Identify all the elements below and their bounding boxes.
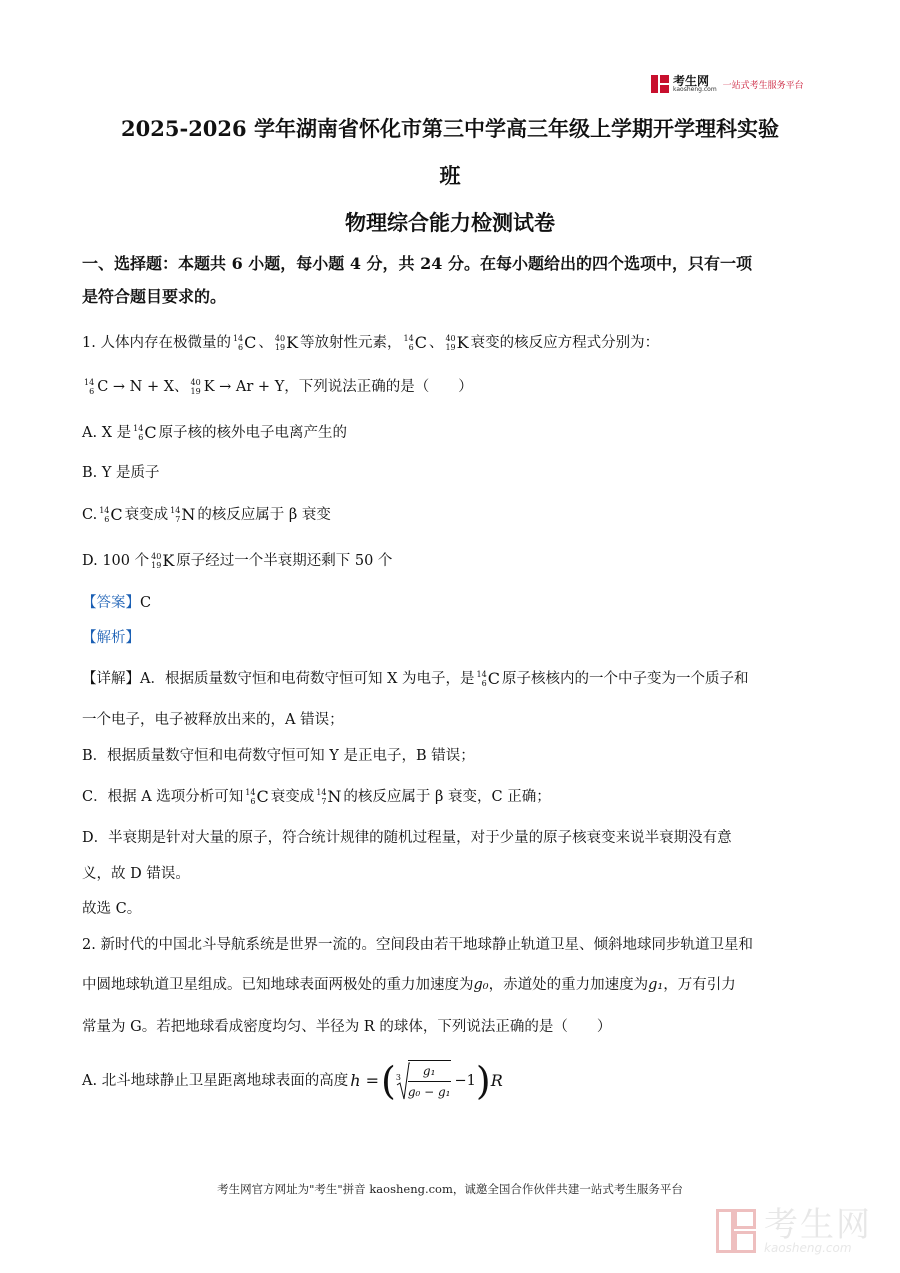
analysis-tag: 【解析】 — [82, 630, 140, 646]
detail-b: B．根据质量数守恒和电荷数守恒可知 Y 是正电子，B 错误； — [82, 748, 475, 764]
logo-name: 考生网 — [673, 74, 710, 88]
logo-mark-icon — [651, 75, 669, 93]
equation-2: K → Ar + Y — [203, 379, 285, 395]
eq2-isotope: 40 19 — [190, 378, 201, 396]
q1-option-c: C. 14 6C 衰变成 14 7N 的核反应属于 β 衰变 — [82, 505, 331, 524]
q2-line1: 2. 新时代的中国北斗导航系统是世界一流的。空间段由若干地球静止轨道卫星、倾斜地球同步轨道卫星和 — [82, 937, 753, 953]
watermark-logo — [716, 1205, 872, 1255]
q1-answer: 【答案】C — [82, 595, 152, 611]
q2-line2: 中圆地球轨道卫星组成。已知地球表面两极处的重力加速度为g₀，赤道处的重力加速度为g₁，万有引力 — [82, 977, 736, 993]
watermark-name: 考生网 — [764, 1205, 872, 1245]
conclusion: 故选 C。 — [82, 901, 142, 917]
equation-1: C → N + X — [97, 379, 175, 395]
q1-equations: 14 6 C → N + X、 40 19 K → Ar + Y，下列说法正确的是（ ） — [82, 374, 842, 400]
detail-a: 【详解】A．根据质量数守恒和电荷数守恒可知 X 为电子，是 14 6C 原子核核内的一个中子变为一个质子和 — [82, 669, 749, 688]
q1-stem: 1. 人体内存在极微量的 14 6C 、 40 19K 等放射性元素， 14 6C 、 40 19K 衰变的核反应方程式分别为： — [82, 330, 842, 356]
isotope-k40: 40 19K — [445, 333, 469, 352]
header-logo[interactable] — [651, 74, 804, 94]
watermark-mark-icon — [716, 1209, 756, 1253]
logo-slogan: 一站式考生服务平台 — [722, 80, 804, 91]
detail-d-line1: D．半衰期是针对大量的原子，符合统计规律的随机过程量，对于少量的原子核衰变来说半衰期没有意 — [82, 830, 732, 846]
q1-option-d: D. 100 个 40 19K 原子经过一个半衰期还剩下 50 个 — [82, 551, 393, 570]
doc-title-line1: 2025-2026 学年湖南省怀化市第三中学高三年级上学期开学理科实验 — [121, 116, 779, 141]
answer-tag: 【答案】 — [82, 595, 140, 611]
q2-line3: 常量为 G。若把地球看成密度均匀、半径为 R 的球体，下列说法正确的是（ ） — [82, 1019, 612, 1035]
doc-title-line2: 班 — [439, 163, 461, 188]
section-heading: 一、选择题：本题共 6 小题，每小题 4 分，共 24 分。在每小题给出的四个选项中，只有一项 是符合题目要求的。 — [82, 254, 752, 306]
eq1-isotope: 14 6 — [84, 378, 95, 396]
detail-c: C．根据 A 选项分析可知 14 6C 衰变成 14 7N 的核反应属于 β 衰变，C 正确； — [82, 787, 551, 806]
watermark-domain: kaosheng.com — [764, 1241, 852, 1255]
footer-text: 考生网官方网址为"考生"拼音 kaosheng.com，诚邀全国合作伙伴共建一站式考生服务平台 — [217, 1182, 683, 1196]
q1-option-b: B. Y 是质子 — [82, 465, 160, 481]
q1-option-a: A. X 是 14 6C 原子核的核外电子电离产生的 — [82, 423, 348, 442]
isotope-c14: 14 6C — [403, 333, 427, 352]
doc-title-line3: 物理综合能力检测试卷 — [345, 210, 555, 235]
isotope-k40: 40 19K — [274, 333, 299, 352]
q2-option-a: A. 北斗地球静止卫星距离地球表面的高度 h = ( 3 $\frac{\text{g₁}}{\text{g₀ − g₁}}$ −1 ) R — [82, 1059, 503, 1103]
detail-a-line2: 一个电子，电子被释放出来的，A 错误； — [82, 712, 344, 728]
isotope-c14: 14 6C — [232, 333, 257, 352]
logo-domain: kaosheng.com — [673, 86, 717, 93]
detail-d-line2: 义，故 D 错误。 — [82, 866, 190, 882]
